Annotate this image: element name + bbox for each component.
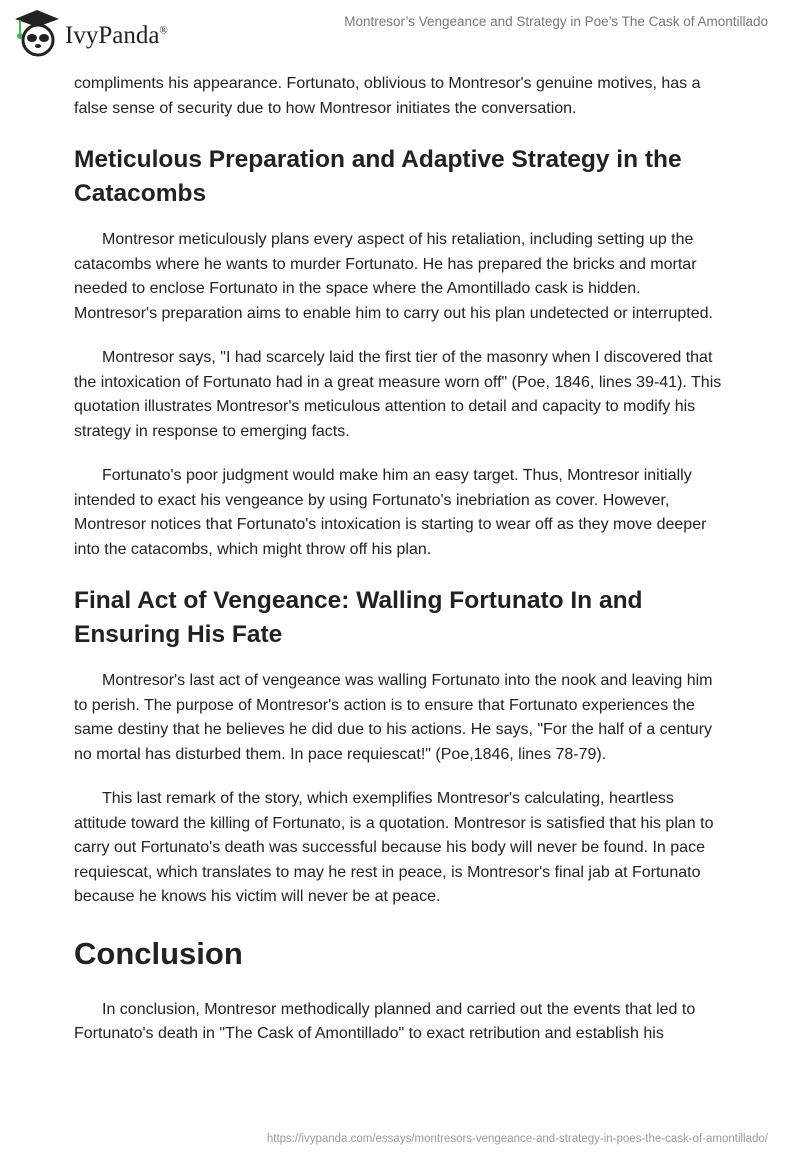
source-url[interactable]: https://ivypanda.com/essays/montresors-vengeance-and-strategy-in-poes-the-cask-of-amontillado/ <box>266 1133 768 1145</box>
panda-graduate-icon <box>12 8 62 58</box>
paragraph: In conclusion, Montresor methodically planned and carried out the events that led to Fortunato's death in "The Cask of Amontillado" to exact retribution and establish his <box>74 1000 696 1042</box>
paragraph: This last remark of the story, which exemplifies Montresor's calculating, heartless attitude toward the killing of Fortunato, is a quotation. Montresor is satisfied that his plan to carry out Fortunato's death was successful because his body will never be found. In pace requiescat, which translates to may he rest in peace, is Montresor's final jab at Fortunato because he knows his victim will never be at peace. <box>74 790 714 905</box>
paragraph: Montresor says, "I had scarcely laid the first tier of the masonry when I discovered that the intoxication of Fortunato had in a great measure worn off" (Poe, 1846, lines 39-41). This quotation illustrates Montresor's meticulous attention to detail and capacity to modify his strategy in response to emerging facts. <box>74 349 722 440</box>
paragraph: Montresor meticulously plans every aspect of his retaliation, including setting up the catacombs where he wants to murder Fortunato. He has prepared the bricks and mortar needed to enclose Fortunato in the space where the Amontillado cask is hidden. Montresor's preparation aims to enable him to carry out his plan undetected or interrupted. <box>74 231 713 322</box>
paragraph: Montresor's last act of vengeance was walling Fortunato into the nook and leaving him to perish. The purpose of Montresor's action is to ensure that Fortunato experiences the same destiny that he believes he did due to his actions. He says, "For the half of a century no mortal has disturbed them. In pace requiescat!" (Poe,1846, lines 78-79). <box>74 672 713 763</box>
essay-body <box>74 72 728 1067</box>
section-heading: Meticulous Preparation and Adaptive Strategy in the Catacombs <box>74 146 682 207</box>
conclusion-heading: Conclusion <box>74 935 243 971</box>
ivypanda-logo[interactable] <box>12 8 168 58</box>
document-title: Montresor’s Vengeance and Strategy in Poe’s The Cask of Amontillado <box>344 14 768 29</box>
logo-text: IvyPanda® <box>65 22 168 49</box>
section-heading: Final Act of Vengeance: Walling Fortunato In and Ensuring His Fate <box>74 587 643 648</box>
paragraph: compliments his appearance. Fortunato, oblivious to Montresor's genuine motives, has a false sense of security due to how Montresor initiates the conversation. <box>74 75 701 117</box>
paragraph: Fortunato's poor judgment would make him an easy target. Thus, Montresor initially intended to exact his vengeance by using Fortunato's inebriation as cover. However, Montresor notices that Fortunato's intoxication is starting to wear off as they move deeper into the catacombs, which might throw off his plan. <box>74 467 707 558</box>
